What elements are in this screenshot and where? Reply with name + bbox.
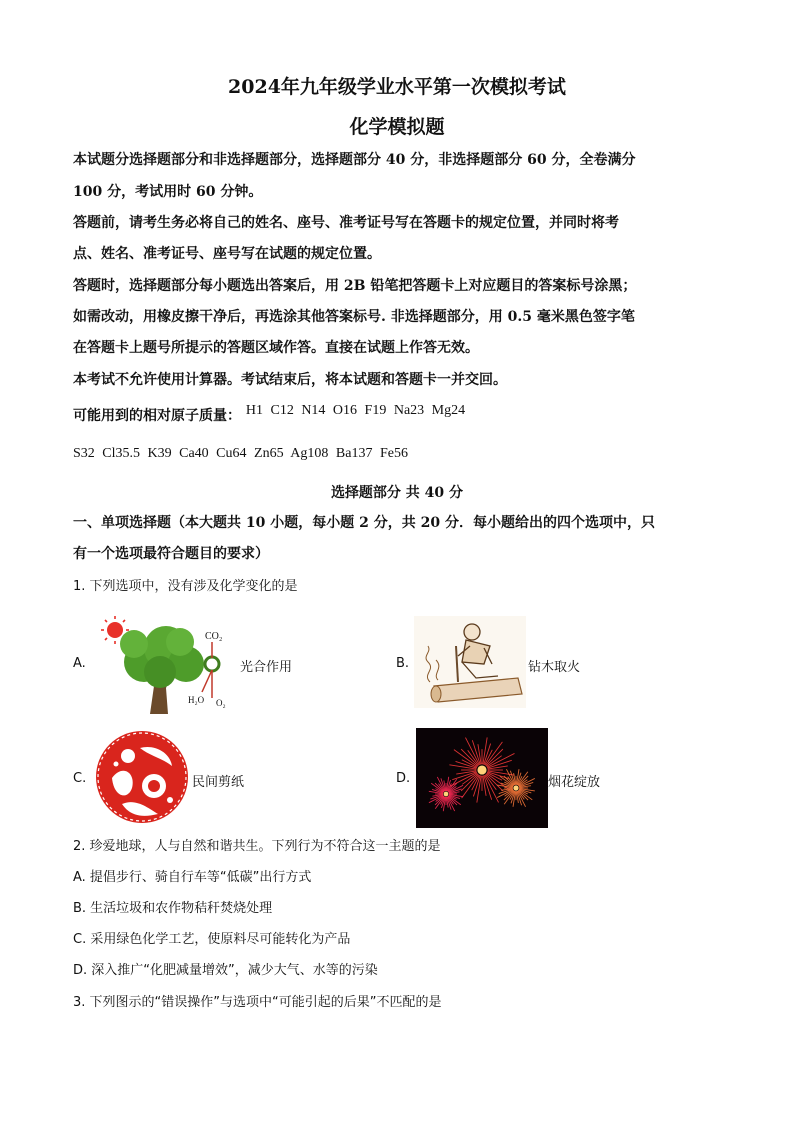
exam-subtitle: 化学模拟题 <box>349 116 445 138</box>
firework-core <box>444 792 449 797</box>
arrow-icon <box>202 670 212 692</box>
question-2-stem: 2. 珍爱地球，人与自然和谐共生。下列行为不符合这一主题的是 <box>73 839 441 854</box>
question-2-option: B. 生活垃圾和农作物秸秆焚烧处理 <box>73 901 273 916</box>
photosynthesis-tree-image <box>94 614 242 716</box>
instruction-line: 点、姓名、准考证号、座号写在试题的规定位置。 <box>73 246 381 262</box>
option-c-letter: C. <box>73 771 87 786</box>
option-d-letter: D. <box>396 771 411 786</box>
fire-drill-man-image <box>414 616 526 708</box>
section-heading: 选择题部分 共 40 分 <box>330 485 464 501</box>
co2-label: CO₂ <box>205 631 223 642</box>
part-heading-line: 有一个选项最符合题目的要求） <box>73 546 269 562</box>
atomic-mass-label: 可能用到的相对原子质量： <box>73 408 241 424</box>
question-1-stem: 1. 下列选项中，没有涉及化学变化的是 <box>73 579 298 594</box>
question-3-stem: 3. 下列图示的“错误操作”与选项中“可能引起的后果”不匹配的是 <box>73 995 442 1010</box>
leaf-cycle-icon <box>205 657 219 671</box>
paper-cut-phoenix-image <box>92 728 192 826</box>
firework-core <box>477 765 486 774</box>
instruction-line: 本考试不允许使用计算器。考试结束后，将本试题和答题卡一并交回。 <box>73 372 507 388</box>
instruction-line: 在答题卡上题号所提示的答题区域作答。直接在试题上作答无效。 <box>73 340 479 356</box>
instruction-line: 答题时，选择题部分每小题选出答案后，用 2B 铅笔把答题卡上对应题目的答案标号涂黑； <box>73 278 637 294</box>
atomic-mass-row2: S32 Cl35.5 K39 Ca40 Cu64 Zn65 Ag108 Ba137 Fe56 <box>73 446 408 461</box>
fireworks-image <box>416 728 548 828</box>
instruction-line: 100 分，考试用时 60 分钟。 <box>73 184 263 200</box>
part-heading-line: 一、单项选择题（本大题共 10 小题，每小题 2 分，共 20 分．每小题给出的四个选项中，只 <box>73 515 655 531</box>
atomic-mass-line <box>73 403 466 427</box>
question-2-option: C. 采用绿色化学工艺，使原料尽可能转化为产品 <box>73 932 351 947</box>
option-b-letter: B. <box>396 656 410 671</box>
question-2-option: A. 提倡步行、骑自行车等“低碳”出行方式 <box>73 870 312 885</box>
option-d-label: 烟花绽放 <box>548 775 601 790</box>
atomic-mass-row1: H1 C12 N14 O16 F19 Na23 Mg24 <box>245 403 466 418</box>
firework-core <box>513 785 518 790</box>
option-b-label: 钻木取火 <box>528 660 581 675</box>
exam-title: 2024年九年级学业水平第一次模拟考试 <box>228 76 566 98</box>
option-a-label: 光合作用 <box>240 660 293 675</box>
instruction-line: 如需改动，用橡皮擦干净后，再选涂其他答案标号. 非选择题部分，用 0.5 毫米黑色签字笔 <box>73 309 635 325</box>
o2-label: O₂ <box>216 698 226 708</box>
option-a-letter: A. <box>73 656 86 671</box>
option-c-label: 民间剪纸 <box>192 775 245 790</box>
h2o-label: H₂O <box>188 695 205 705</box>
instruction-line: 本试题分选择题部分和非选择题部分，选择题部分 40 分，非选择题部分 60 分，全卷满分 <box>73 152 636 168</box>
question-2-option: D. 深入推广“化肥减量增效”，减少大气、水等的污染 <box>73 963 378 978</box>
instruction-line: 答题前，请考生务必将自己的姓名、座号、准考证号写在答题卡的规定位置，并同时将考 <box>73 215 619 231</box>
